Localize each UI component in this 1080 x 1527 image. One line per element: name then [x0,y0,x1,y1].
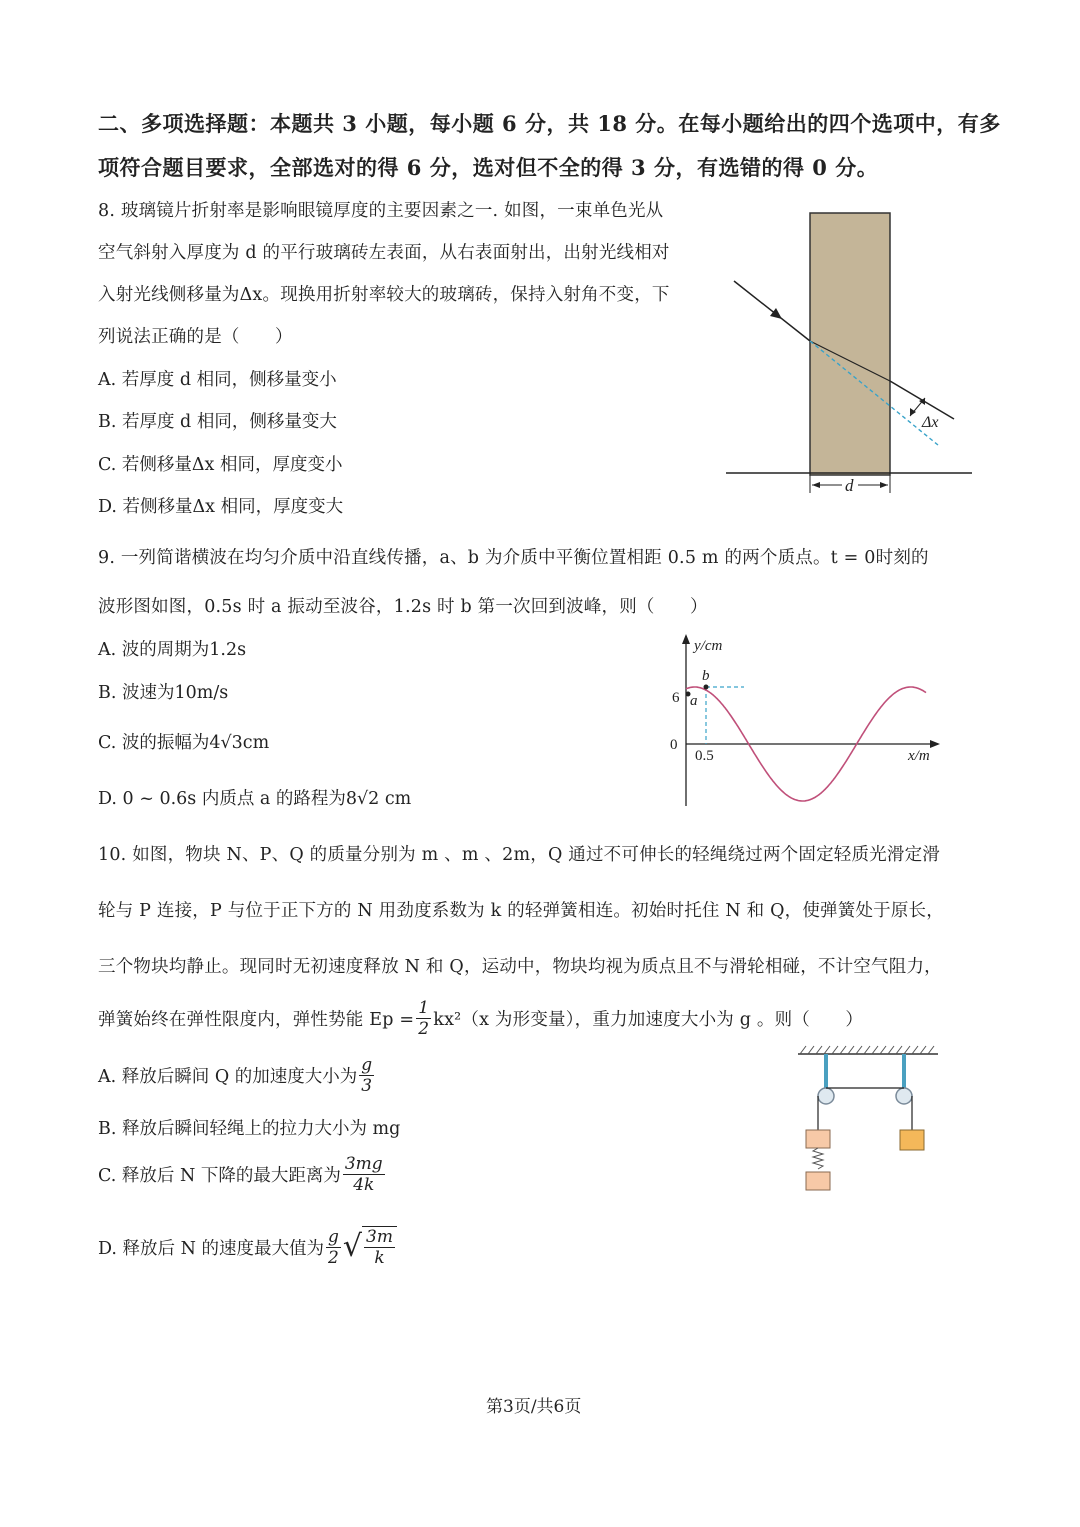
q9-line-2: 波形图如图，0.5s 时 a 振动至波谷，1.2s 时 b 第一次回到波峰，则（ ） [98,597,708,617]
page-footer: 第3页/共6页 [486,1397,582,1417]
q8-option-b[interactable]: B. 若厚度 d 相同，侧移量变大 [98,412,337,432]
origin-label: 0 [670,737,678,753]
dim-arrow-right-icon [880,482,888,488]
block-p [806,1130,830,1148]
frac-den: 3 [361,1076,373,1096]
q8-line-2: 空气斜射入厚度为 d 的平行玻璃砖左表面，从右表面射出，出射光线相对 [98,243,670,263]
sqrt-expression [343,1226,397,1268]
q10-option-d-text: D. 释放后 N 的速度最大值为 [98,1238,324,1259]
glass-slab [810,213,890,475]
x-axis-label: x/m [908,748,930,764]
left-pulley-icon [818,1088,834,1104]
shift-label: Δx [922,414,939,431]
q10-option-c-text: C. 释放后 N 下降的最大距离为 [98,1166,341,1186]
frac-num: g [327,1226,339,1247]
q9-line-1: 9. 一列简谐横波在均匀介质中沿直线传播，a、b 为介质中平衡位置相距 0.5 m 的两个质点。t = 0时刻的 [98,548,929,568]
q10-line-3: 三个物块均静止。现同时无初速度释放 N 和 Q，运动中，物块均视为质点且不与滑轮相碰，不计空气阻力， [98,957,942,977]
q10-option-a[interactable] [98,1055,376,1096]
half-num: 1 [418,998,430,1018]
thickness-label: d [845,476,854,495]
incident-ray [734,281,810,341]
block-q [900,1130,924,1150]
q10-line-4 [98,998,863,1039]
q8-glass-figure [720,205,980,505]
q9-wave-figure [660,630,950,810]
x-axis-arrow-icon [930,740,940,748]
q8-option-d[interactable]: D. 若侧移量Δx 相同，厚度变大 [98,497,344,517]
block-n [806,1172,830,1190]
q10-option-a-text: A. 释放后瞬间 Q 的加速度大小为 [98,1067,358,1087]
q10-pulley-figure [790,1040,950,1200]
section-heading-line2: 项符合题目要求，全部选对的得 6 分，选对但不全的得 3 分，有选错的得 0 分。 [98,155,879,180]
spring-icon [813,1148,823,1169]
q8-option-c[interactable]: C. 若侧移量Δx 相同，厚度变小 [98,455,343,475]
q8-option-a[interactable]: A. 若厚度 d 相同，侧移量变小 [98,370,337,390]
half-den: 2 [418,1019,430,1039]
frac-num: 3m [366,1227,393,1247]
x-tick-label: 0.5 [695,748,714,764]
right-pulley-icon [896,1088,912,1104]
q9-option-d[interactable]: D. 0 ~ 0.6s 内质点 a 的路程为8√2 cm [98,789,412,809]
q10-line4-post: kx²（x 为形变量），重力加速度大小为 g 。则（ ） [433,1010,864,1030]
y-axis-arrow-icon [682,634,690,644]
q8-line-1: 8. 玻璃镜片折射率是影响眼镜厚度的主要因素之一. 如图，一束单色光从 [98,201,664,221]
q10-option-a-frac [359,1055,374,1096]
half-fraction [416,998,431,1039]
q10-option-c[interactable] [98,1154,387,1195]
frac-den: k [374,1248,385,1268]
q9-option-b[interactable]: B. 波速为10m/s [98,683,229,703]
q10-line4-pre: 弹簧始终在弹性限度内，弹性势能 Ep = [98,1010,415,1030]
q10-option-d[interactable] [98,1226,397,1268]
q10-option-d-frac [326,1227,341,1268]
point-b [704,685,709,690]
frac-num: 3mg [344,1154,383,1174]
y-tick-label: 6 [672,690,680,706]
point-a-label: a [690,693,698,709]
sqrt-icon: √ [342,1229,362,1264]
q8-line-3: 入射光线侧移量为Δx。现换用折射率较大的玻璃砖，保持入射角不变，下 [98,285,670,305]
frac-num: g [361,1055,373,1075]
q10-line-2: 轮与 P 连接，P 与位于正下方的 N 用劲度系数为 k 的轻弹簧相连。初始时托住 N 和 Q，使弹簧处于原长， [98,901,944,921]
q10-option-b[interactable]: B. 释放后瞬间轻绳上的拉力大小为 mg [98,1119,401,1139]
ceiling-hatch [800,1046,934,1054]
q9-option-a[interactable]: A. 波的周期为1.2s [98,640,247,660]
q8-line-4: 列说法正确的是（ ） [98,327,293,347]
y-axis-label: y/cm [694,638,723,654]
sqrt-frac [364,1227,395,1268]
section-heading-line1: 二、多项选择题：本题共 3 小题，每小题 6 分，共 18 分。在每小题给出的四个选项中，有多 [98,111,1001,136]
q10-option-c-frac [343,1154,385,1195]
q10-line-1: 10. 如图，物块 N、P、Q 的质量分别为 m 、m 、2m，Q 通过不可伸长的轻绳绕过两个固定轻质光滑定滑 [98,845,940,865]
frac-den: 2 [328,1247,339,1268]
q9-option-c[interactable]: C. 波的振幅为4√3cm [98,733,270,753]
dim-arrow-left-icon [812,482,820,488]
frac-den: 4k [353,1175,375,1195]
point-b-label: b [702,668,710,684]
incident-arrow-icon [770,308,782,319]
